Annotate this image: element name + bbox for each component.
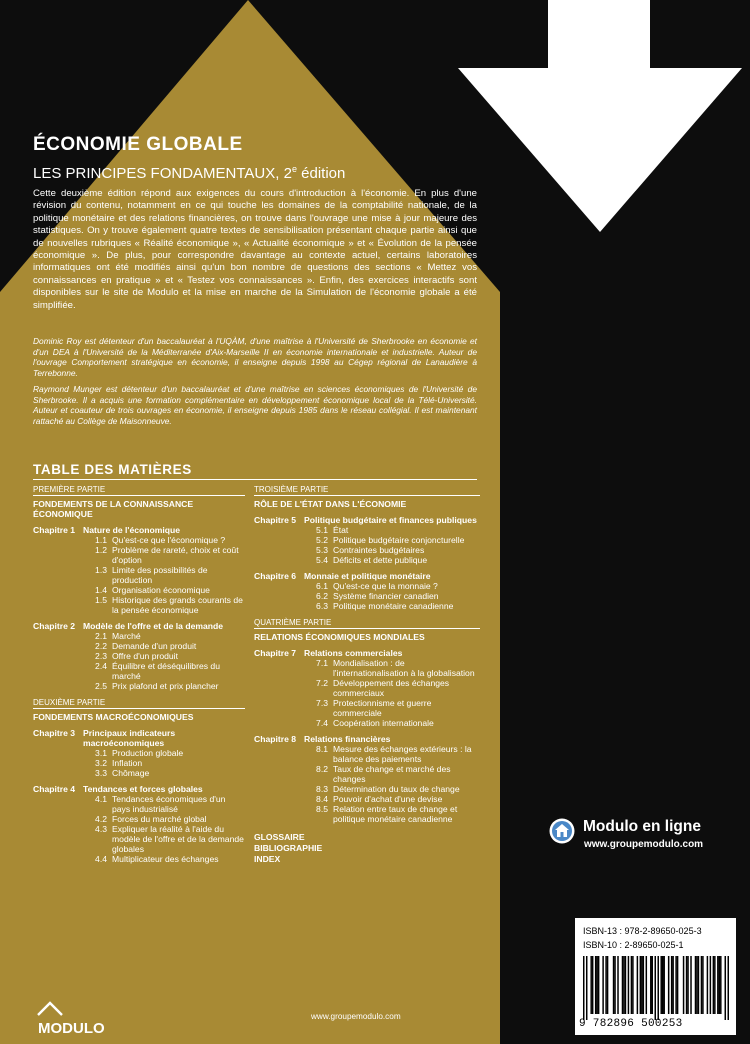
section-number: 2.2 — [95, 641, 107, 651]
chapter-body — [83, 621, 245, 691]
barcode-bar — [720, 956, 721, 1014]
section-title: Production globale — [112, 748, 184, 758]
barcode-bar — [590, 956, 591, 1014]
section-title: État — [333, 525, 349, 535]
barcode-bar — [695, 956, 696, 1014]
chapter-sections — [316, 581, 480, 611]
toc-extra-item: BIBLIOGRAPHIE — [254, 843, 323, 853]
barcode-bar — [595, 956, 596, 1014]
isbn-10: ISBN-10 : 2-89650-025-1 — [583, 940, 684, 950]
house-icon — [549, 818, 575, 844]
barcode-bar — [602, 956, 603, 1014]
section-title: Expliquer la réalité à l'aide du modèle de l'offre et de la demande globales — [112, 824, 244, 854]
section-number: 5.3 — [316, 545, 328, 555]
barcode-bar — [643, 956, 644, 1014]
section-number: 5.2 — [316, 535, 328, 545]
section-number: 2.1 — [95, 631, 107, 641]
svg-text:MODULO: MODULO — [38, 1020, 105, 1037]
barcode-bar — [613, 956, 614, 1014]
section-title: Marché — [112, 631, 141, 641]
section-number: 3.1 — [95, 748, 107, 758]
toc-part — [254, 618, 480, 824]
toc-section — [316, 545, 480, 555]
barcode-bar — [719, 956, 720, 1014]
barcode-bar — [701, 956, 702, 1014]
barcode-bar — [725, 956, 726, 1020]
toc-part — [254, 485, 480, 611]
section-title: Système financier canadien — [333, 591, 439, 601]
barcode-bar — [596, 956, 597, 1014]
barcode-bar — [631, 956, 632, 1014]
chapter-title: Politique budgétaire et finances publiques — [304, 515, 477, 525]
section-title: Mondialisation : de l'internationalisation à la globalisation — [333, 658, 475, 678]
toc-chapter — [254, 515, 480, 565]
section-title: Contraintes budgétaires — [333, 545, 425, 555]
section-title: Chômage — [112, 768, 150, 778]
section-number: 6.1 — [316, 581, 328, 591]
chapter-number: Chapitre 6 — [254, 571, 297, 581]
spacer — [254, 611, 480, 617]
barcode-bar — [628, 956, 629, 1014]
toc-chapter — [33, 621, 245, 691]
barcode-bar — [605, 956, 606, 1014]
barcode-bar — [598, 956, 599, 1014]
barcode-bar — [696, 956, 697, 1014]
toc-chapter — [254, 648, 480, 728]
barcode-bar — [713, 956, 714, 1014]
toc-extras — [254, 832, 480, 865]
section-title: Prix plafond et prix plancher — [112, 681, 219, 691]
barcode-bar — [632, 956, 633, 1014]
barcode-bar — [702, 956, 703, 1014]
barcode-bar — [592, 956, 593, 1014]
toc-section — [316, 698, 480, 718]
toc-section — [316, 555, 480, 565]
barcode-digits: 9 782896 500253 — [579, 1018, 683, 1030]
chapter-sections — [95, 535, 245, 615]
section-title: Développement des échanges commerciaux — [333, 678, 450, 698]
section-title: Qu'est-ce que la monnaie ? — [333, 581, 438, 591]
barcode-bar — [583, 956, 584, 1020]
barcode-bar — [650, 956, 651, 1014]
chapter-number: Chapitre 1 — [33, 525, 76, 535]
isbn-13: ISBN-13 : 978-2-89650-025-3 — [583, 926, 702, 936]
section-title: Multiplicateur des échanges — [112, 854, 219, 864]
section-number: 2.5 — [95, 681, 107, 691]
section-title: Détermination du taux de change — [333, 784, 460, 794]
barcode-bar — [586, 956, 587, 1020]
barcode-bar — [622, 956, 623, 1014]
toc-section — [95, 565, 245, 585]
section-number: 2.4 — [95, 661, 107, 671]
section-number: 8.5 — [316, 804, 328, 814]
toc-section — [316, 581, 480, 591]
chapter-sections — [316, 525, 480, 565]
barcode-bar — [707, 956, 708, 1014]
section-number: 1.2 — [95, 545, 107, 555]
barcode-bar — [655, 956, 656, 1020]
barcode-bar — [663, 956, 664, 1014]
chapter-body — [83, 525, 245, 615]
toc-extra-item: INDEX — [254, 854, 281, 864]
toc-section — [95, 651, 245, 661]
section-title: Tendances économiques d'un pays industrialisé — [112, 794, 226, 814]
part-label: QUATRIÈME PARTIE — [254, 618, 480, 629]
toc-column-left — [33, 484, 245, 864]
section-title: Taux de change et marché des changes — [333, 764, 451, 784]
toc-chapter — [33, 525, 245, 615]
chapter-title: Modèle de l'offre et de la demande — [83, 621, 224, 631]
section-title: Offre d'un produit — [112, 651, 178, 661]
chapter-sections — [95, 748, 245, 778]
toc-heading: TABLE DES MATIÈRES — [33, 462, 192, 477]
toc-section — [316, 535, 480, 545]
toc-section — [95, 681, 245, 691]
toc-column-right — [254, 484, 480, 865]
section-number: 1.3 — [95, 565, 107, 575]
section-number: 8.3 — [316, 784, 328, 794]
toc-part — [33, 485, 245, 691]
section-number: 3.3 — [95, 768, 107, 778]
toc-section — [316, 525, 480, 535]
barcode — [583, 956, 729, 1020]
chapter-title: Relations financières — [304, 734, 391, 744]
section-title: Qu'est-ce que l'économique ? — [112, 535, 226, 545]
section-title: Organisation économique — [112, 585, 210, 595]
barcode-bar — [607, 956, 608, 1014]
part-label: DEUXIÈME PARTIE — [33, 698, 245, 709]
section-title: Forces du marché global — [112, 814, 207, 824]
section-number: 8.4 — [316, 794, 328, 804]
toc-section — [95, 535, 245, 545]
toc-section — [316, 678, 480, 698]
toc-chapter — [254, 571, 480, 611]
toc-section — [316, 658, 480, 678]
chapter-body — [304, 734, 480, 824]
toc-section — [316, 591, 480, 601]
toc-chapter — [254, 734, 480, 824]
barcode-bar — [623, 956, 624, 1014]
toc-section — [95, 595, 245, 615]
author-bio-roy: Dominic Roy est détenteur d'un baccalauréat à l'UQÀM, d'une maîtrise à l'Université de Sherbrooke en économie et d'un DEA à l'Université de la Méditerranée d'Aix-Marseille II en économie internationale et industrielle. Auteur de l'ouvrage Comportement stratégique en économie, il enseigne depuis 1998 au Cégep régional de Lanaudière à Terrebonne. — [33, 336, 477, 378]
chapter-number: Chapitre 7 — [254, 648, 297, 658]
chapter-title: Tendances et forces globales — [83, 784, 203, 794]
toc-section — [95, 641, 245, 651]
chapter-body — [304, 571, 480, 611]
chapter-body — [83, 728, 245, 778]
toc-section — [95, 824, 245, 854]
barcode-bar — [686, 956, 687, 1014]
barcode-bar — [710, 956, 711, 1014]
chapter-title: Monnaie et politique monétaire — [304, 571, 431, 581]
toc-section — [316, 784, 480, 794]
barcode-bar — [617, 956, 618, 1014]
chapter-body — [304, 515, 480, 565]
barcode-bar — [646, 956, 647, 1014]
book-subtitle: LES PRINCIPES FONDAMENTAUX, 2e édition — [33, 164, 346, 182]
toc-part — [33, 698, 245, 864]
section-title: Inflation — [112, 758, 143, 768]
section-number: 8.1 — [316, 744, 328, 754]
chapter-number: Chapitre 4 — [33, 784, 76, 794]
chapter-body — [304, 648, 480, 728]
section-title: Politique budgétaire conjoncturelle — [333, 535, 465, 545]
modulo-online-title: Modulo en ligne — [583, 818, 701, 835]
toc-extra-item: GLOSSAIRE — [254, 832, 305, 842]
book-description: Cette deuxième édition répond aux exigences du cours d'introduction à l'économie. En plus d'une révision du contenu, notamment en ce qui touche les domaines de la comptabilité nationale, de la politique monétaire et des relations financières, on trouve dans l'ouvrage une mise à jour majeure des statistiques. On y trouve également quatre textes de sensibilisation présentant chaque partie ainsi que de nouvelles rubriques « Réalité économique », « Actualité économique » et « Évolution de la pensée économique ». De plus, pour correspondre davantage au contexte actuel, certains laboratoires informatiques ont été modifiés ainsi qu'un bon nombre de questions des sections « Mettez vos connaissances en pratique » et « Testez vos connaissances ». Enfin, des exercices interactifs sont disponibles sur le site de Modulo et la mise en marche de la Simulation de l'économie globale a été simplifiée. — [33, 188, 477, 311]
section-title: Problème de rareté, choix et coût d'option — [112, 545, 239, 565]
section-number: 8.2 — [316, 764, 328, 774]
barcode-bar — [662, 956, 663, 1014]
barcode-bar — [640, 956, 641, 1014]
section-number: 7.1 — [316, 658, 328, 668]
chapter-number: Chapitre 2 — [33, 621, 76, 631]
barcode-bar — [668, 956, 669, 1014]
barcode-bar — [728, 956, 729, 1020]
section-title: Coopération internationale — [333, 718, 434, 728]
section-title: Protectionnisme et guerre commerciale — [333, 698, 432, 718]
part-title: FONDEMENTS MACROÉCONOMIQUES — [33, 712, 194, 722]
toc-chapter — [33, 784, 245, 864]
section-number: 6.3 — [316, 601, 328, 611]
toc-section — [316, 804, 480, 824]
barcode-bar — [657, 956, 658, 1020]
toc-section — [95, 854, 245, 864]
section-number: 1.1 — [95, 535, 107, 545]
section-number: 6.2 — [316, 591, 328, 601]
isbn-box — [575, 918, 736, 1035]
chapter-body — [83, 784, 245, 864]
book-title: ÉCONOMIE GLOBALE — [33, 134, 243, 155]
barcode-bar — [671, 956, 672, 1014]
section-title: Limite des possibilités de production — [112, 565, 208, 585]
chapter-sections — [95, 794, 245, 864]
chapter-title: Nature de l'économique — [83, 525, 181, 535]
barcode-bar — [677, 956, 678, 1014]
chapter-number: Chapitre 3 — [33, 728, 76, 738]
spacer — [33, 691, 245, 697]
section-title: Équilibre et déséquilibres du marché — [112, 661, 220, 681]
barcode-bar — [625, 956, 626, 1014]
part-title: RELATIONS ÉCONOMIQUES MONDIALES — [254, 632, 425, 642]
section-title: Demande d'un produit — [112, 641, 197, 651]
toc-chapter — [33, 728, 245, 778]
section-title: Relation entre taux de change et politique monétaire canadienne — [333, 804, 458, 824]
toc-section — [95, 814, 245, 824]
barcode-bar — [717, 956, 718, 1014]
section-number: 7.2 — [316, 678, 328, 688]
barcode-bar — [690, 956, 691, 1014]
part-title: FONDEMENTS DE LA CONNAISSANCE ÉCONOMIQUE — [33, 499, 194, 519]
section-title: Historique des grands courants de la pensée économique — [112, 595, 243, 615]
barcode-bar — [714, 956, 715, 1014]
section-number: 7.3 — [316, 698, 328, 708]
toc-section — [95, 661, 245, 681]
barcode-bar — [687, 956, 688, 1014]
chapter-title: Relations commerciales — [304, 648, 403, 658]
toc-section — [316, 601, 480, 611]
toc-section — [316, 764, 480, 784]
toc-section — [95, 585, 245, 595]
modulo-logo — [36, 1001, 116, 1037]
section-number: 1.5 — [95, 595, 107, 605]
section-title: Politique monétaire canadienne — [333, 601, 454, 611]
toc-section — [316, 794, 480, 804]
section-title: Pouvoir d'achat d'une devise — [333, 794, 443, 804]
barcode-bar — [675, 956, 676, 1014]
chapter-number: Chapitre 5 — [254, 515, 297, 525]
section-number: 3.2 — [95, 758, 107, 768]
section-title: Mesure des échanges extérieurs : la balance des paiements — [333, 744, 472, 764]
barcode-bar — [698, 956, 699, 1014]
barcode-bar — [683, 956, 684, 1014]
toc-section — [95, 758, 245, 768]
part-title: RÔLE DE L'ÉTAT DANS L'ÉCONOMIE — [254, 499, 407, 509]
modulo-online-url[interactable]: www.groupemodulo.com — [584, 839, 704, 850]
toc-section — [95, 768, 245, 778]
toc-section — [95, 794, 245, 814]
section-number: 4.1 — [95, 794, 107, 804]
chapter-title: Principaux indicateurs macroéconomiques — [83, 728, 176, 748]
toc-section — [95, 545, 245, 565]
barcode-bar — [641, 956, 642, 1014]
section-number: 5.1 — [316, 525, 328, 535]
section-number: 2.3 — [95, 651, 107, 661]
section-number: 5.4 — [316, 555, 328, 565]
chapter-sections — [316, 658, 480, 728]
barcode-bar — [652, 956, 653, 1014]
chapter-sections — [95, 631, 245, 691]
section-number: 4.3 — [95, 824, 107, 834]
publisher-website[interactable]: www.groupemodulo.com — [311, 1012, 401, 1021]
author-bio-munger: Raymond Munger est détenteur d'un baccalauréat et d'une maîtrise en sciences économiques de l'Université de Sherbrooke. Il a acquis une formation complémentaire en développement économique local de la Télé-Université. Auteur et coauteur de trois ouvrages en économie, il enseigne depuis 1985 dans le réseau collégial. Il est maintenant rattaché au Collège de Maisonneuve. — [33, 384, 477, 426]
barcode-bar — [637, 956, 638, 1014]
barcode-bar — [672, 956, 673, 1014]
chapter-number: Chapitre 8 — [254, 734, 297, 744]
barcode-bar — [660, 956, 661, 1014]
barcode-bar — [614, 956, 615, 1014]
toc-section — [316, 744, 480, 764]
part-label: TROISIÈME PARTIE — [254, 485, 480, 496]
section-number: 1.4 — [95, 585, 107, 595]
section-number: 4.2 — [95, 814, 107, 824]
part-label: PREMIÈRE PARTIE — [33, 485, 245, 496]
toc-divider — [33, 479, 477, 480]
chapter-sections — [316, 744, 480, 824]
section-title: Déficits et dette publique — [333, 555, 428, 565]
toc-section — [316, 718, 480, 728]
toc-section — [95, 748, 245, 758]
toc-section — [95, 631, 245, 641]
section-number: 7.4 — [316, 718, 328, 728]
section-number: 4.4 — [95, 854, 107, 864]
